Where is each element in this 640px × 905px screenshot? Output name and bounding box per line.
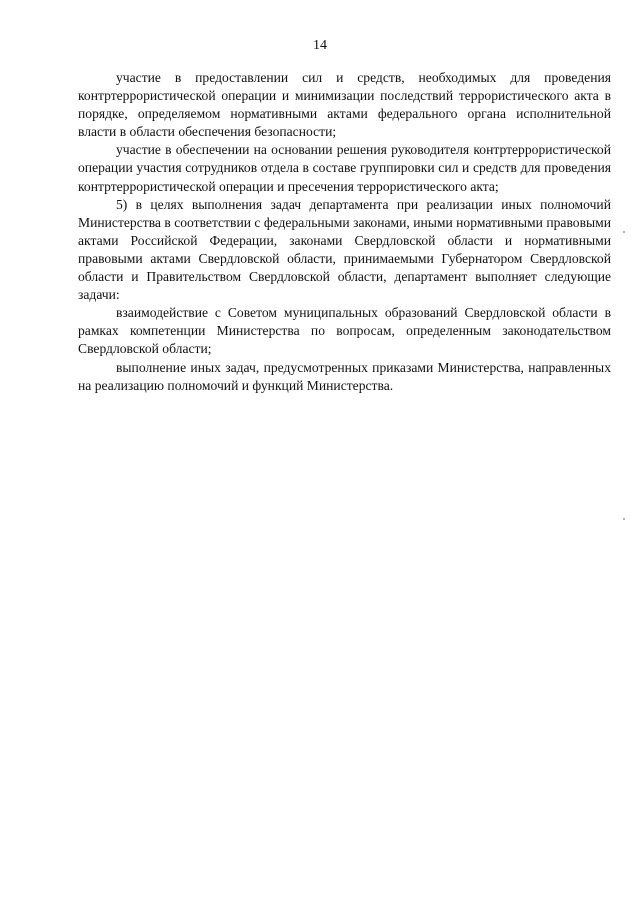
paragraph-counterterrorism-personnel: участие в обеспечении на основании решения руководителя контртеррористической операции участия сотрудников отдела в составе группировки сил и средств для проведения контртеррористической операции и пресечения террористического акта; <box>78 142 611 194</box>
document-body <box>78 69 611 395</box>
paragraph-department-tasks: 5) в целях выполнения задач департамента при реализации иных полномочий Министерства в соответствии с федеральными законами, иными нормативными правовыми актами Российской Федерации, законами Свердловской области и нормативными правовыми актами Свердловской области, принимаемыми Губернатором Свердловской области и Правительством Свердловской области, департамент выполняет следующие задачи: <box>78 196 611 303</box>
paragraph-other-tasks: выполнение иных задач, предусмотренных приказами Министерства, направленных на реализацию полномочий и функций Министерства. <box>78 359 611 393</box>
scan-dot-mark <box>623 518 625 520</box>
paragraph-municipal-cooperation: взаимодействие с Советом муниципальных образований Свердловской области в рамках компетенции Министерства по вопросам, определенным законодательством Свердловской области; <box>78 305 611 357</box>
paragraph-counterterrorism-resources: участие в предоставлении сил и средств, необходимых для проведения контртеррористической операции и минимизации последствий террористического акта в порядке, определяемом нормативными актами федерального органа исполнительной власти в области обеспечения безопасности; <box>78 70 611 140</box>
scan-dot-mark <box>623 231 625 233</box>
page-number: 14 <box>313 38 327 53</box>
